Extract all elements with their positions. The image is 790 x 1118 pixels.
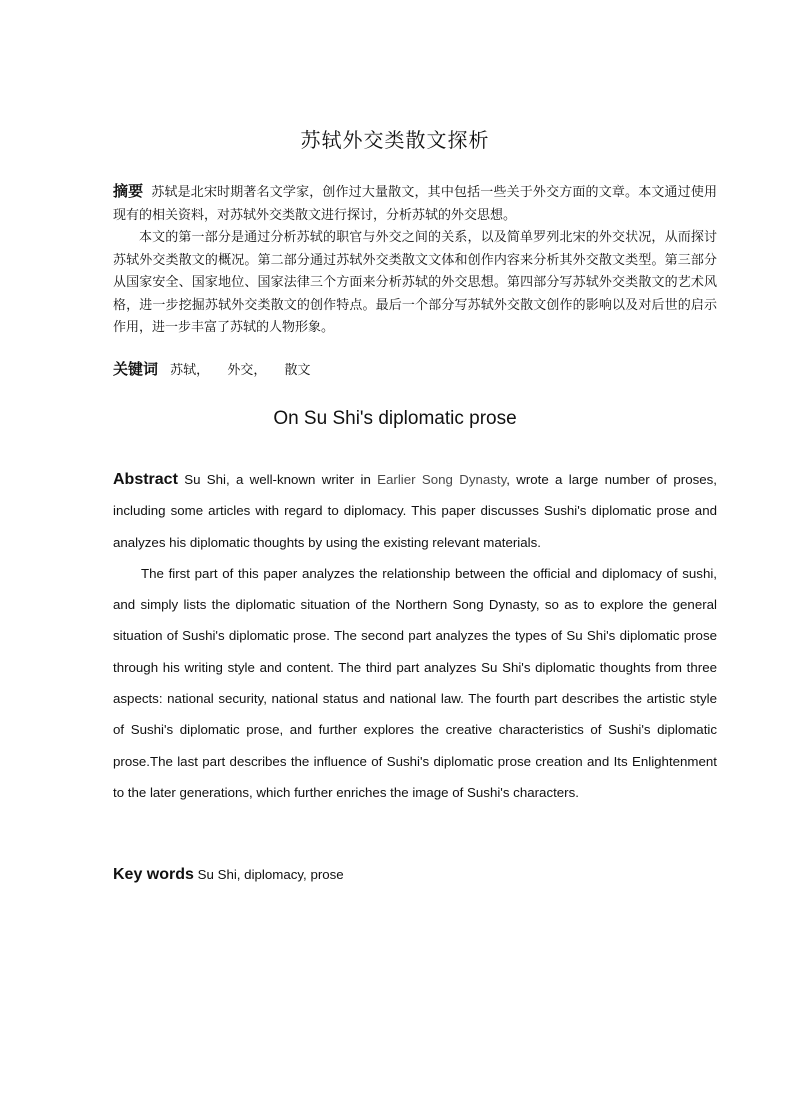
chinese-abstract-paragraph-1 xyxy=(113,180,717,227)
chinese-abstract-label: 摘要 xyxy=(113,182,144,200)
english-abstract-paragraph-1 xyxy=(113,464,717,558)
english-abstract-text-1a: Su Shi, a well-known writer in xyxy=(177,472,378,487)
english-title: On Su Shi's diplomatic prose xyxy=(273,408,517,429)
chinese-keyword-2: 外交， xyxy=(227,363,267,378)
english-keywords-text: Su Shi, diplomacy, prose xyxy=(193,867,344,882)
earlier-song-dynasty-term: Earlier Song Dynasty xyxy=(377,472,507,487)
english-keywords-label: Key words xyxy=(113,866,194,883)
chinese-keyword-1: 苏轼， xyxy=(170,363,210,378)
english-keywords xyxy=(113,860,344,890)
english-abstract-paragraph-2: The first part of this paper analyzes the relationship between the official and diplomacy of sushi, and simply lists the diplomatic situation of the Northern Song Dynasty, so as to explore the general situation of Sushi's diplomatic prose. The second part analyzes the types of Su Shi's diplomatic prose through his writing style and content. The third part analyzes Su Shi's diplomatic thoughts from three aspects: national security, national status and national law. The fourth part describes the artistic style of Sushi's diplomatic prose, and further explores the creative characteristics of Sushi's diplomatic prose.The last part describes the influence of Sushi's diplomatic prose creation and Its Enlightenment to the later generations, which further enriches the image of Sushi's characters. xyxy=(113,565,717,800)
chinese-keywords-label: 关键词 xyxy=(113,360,159,378)
english-abstract-label: Abstract xyxy=(113,471,178,488)
chinese-abstract-paragraph-2: 本文的第一部分是通过分析苏轼的职官与外交之间的关系，以及简单罗列北宋的外交状况，从而探讨苏轼外交类散文的概况。第二部分通过苏轼外交类散文文体和创作内容来分析其外交散文类型。第三部分从国家安全、国家地位、国家法律三个方面来分析苏轼的外交思想。第四部分写苏轼外交类散文的艺术风格，进一步挖掘苏轼外交类散文的创作特点。最后一个部分写苏轼外交散文创作的影响以及对后世的启示作用，进一步丰富了苏轼的人物形象。 xyxy=(113,230,717,335)
chinese-abstract-text-1: 苏轼是北宋时期著名文学家，创作过大量散文，其中包括一些关于外交方面的文章。本文通过使用现有的相关资料，对苏轼外交类散文进行探讨，分析苏轼的外交思想。 xyxy=(113,185,717,223)
chinese-keywords xyxy=(113,358,310,382)
english-abstract xyxy=(113,464,717,808)
chinese-keyword-3: 散文 xyxy=(284,363,311,378)
english-abstract-text-1b: , wrote a large number of proses, including some articles with regard to diplomacy. This paper discusses Sushi's diplomatic prose and analyzes his diplomatic thoughts by using the existing relevant materials. xyxy=(113,472,717,550)
chinese-abstract xyxy=(113,180,717,340)
chinese-title: 苏轼外交类散文探析 xyxy=(300,128,490,152)
